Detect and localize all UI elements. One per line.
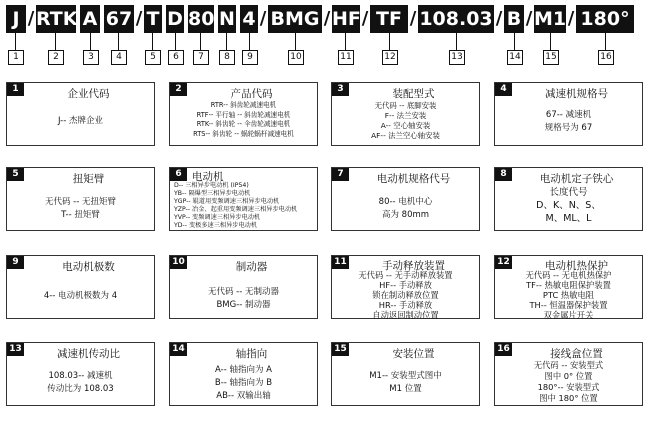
legend-lines: 无代码 -- 安装型式 图中 0° 位置 180°-- 安装型式 图中 180° 位置 [533,360,604,403]
code-separator: / [567,8,575,29]
legend-number: 1 [7,83,24,96]
legend-box-16 [494,342,643,406]
legend-box-2 [169,82,318,146]
code-segment: RTK [36,5,76,33]
code-segment: TF [370,5,408,33]
code-index: 10 [288,50,304,65]
legend-number: 8 [495,168,512,181]
code-index: 2 [48,50,64,65]
legend-number: 6 [170,168,187,181]
legend-box-12 [494,255,643,319]
code-separator: / [135,8,143,29]
code-separator: / [259,8,267,29]
legend-title: 电动机热保护 [545,260,608,272]
code-index: 14 [507,50,523,65]
legend-number: 3 [332,83,349,96]
code-segment: 67 [104,5,134,33]
legend-number: 14 [170,343,187,356]
legend-lines: 无代码 -- 无手动释放装置 HF-- 手动释放 锁在制动释放位置 HR-- 手动释放 自动返回制动位置 [358,270,453,320]
legend-box-8 [494,167,643,231]
code-segment: J [6,5,26,33]
code-separator: / [323,8,331,29]
code-segment: A [80,5,100,33]
legend-title: 电动机极数 [62,261,115,273]
legend-number: 2 [170,83,187,96]
code-segment: M1 [534,5,566,33]
code-index: 1 [8,50,24,65]
legend-lines: 无代码 -- 底脚安装 F-- 法兰安装 A-- 空心轴安装 AF-- 法兰空心轴安装 [371,101,440,140]
code-segment: T [144,5,162,33]
legend-box-4 [494,82,643,146]
code-index: 5 [145,50,161,65]
model-code-row [0,0,650,80]
code-index: 6 [168,50,184,65]
legend-title: 减速机传动比 [57,348,120,360]
code-segment: BMG [268,5,322,33]
legend-number: 4 [495,83,512,96]
legend-lines: 无代码 -- 无扭矩臂 T-- 扭矩臂 [44,197,117,220]
legend-lines: J-- 杰牌企业 [57,116,104,126]
code-index: 16 [598,50,614,65]
code-segment: N [218,5,236,33]
legend-title: 扭矩臂 [72,173,105,185]
code-index: 9 [242,50,258,65]
code-segment: 4 [240,5,258,33]
code-separator: / [361,8,369,29]
legend-box-10 [169,255,318,319]
code-index: 13 [449,50,465,65]
code-separator: / [27,8,35,29]
legend-lines: A-- 轴指向为 A B-- 轴指向为 B AB-- 双输出轴 [214,365,273,401]
legend-title: 接线盒位置 [550,348,603,360]
legend-box-1 [6,82,155,146]
legend-number: 15 [332,343,349,356]
legend-lines: RTR-- 斜齿轮减速电机 RTF-- 平行轴 -- 斜齿轮减速电机 RTK-- 斜齿轮 -- 伞齿轮减速电机 RTS-- 斜齿轮 -- 蜗轮蜗杆减速电机 [193,101,294,138]
legend-title: 电动机规格代号 [376,173,451,185]
code-index: 12 [382,50,398,65]
code-index: 3 [83,50,99,65]
code-index: 15 [543,50,559,65]
code-segment: B [504,5,524,33]
legend-title: 装配型式 [392,88,435,100]
code-separator: / [525,8,533,29]
legend-title: 手动释放装置 [382,260,445,272]
legend-box-15 [331,342,480,406]
legend-box-7 [331,167,480,231]
legend-box-6 [169,167,318,231]
legend-number: 10 [170,256,187,269]
legend-box-14 [169,342,318,406]
legend-title: 产品代码 [230,88,273,100]
legend-title: 安装位置 [392,348,435,360]
code-index: 11 [338,50,354,65]
legend-number: 5 [7,168,24,181]
legend-number: 13 [7,343,24,356]
code-segment: HF [332,5,360,33]
code-segment: 180° [576,5,634,33]
legend-title: 电动机 [192,171,224,183]
legend-title: 制动器 [235,261,268,273]
legend-lines: D-- 三相异步电动机 (IP54) YB-- 隔爆型三相异步电动机 YGP-- 辊道用变频调速三相异步电动机 YZP-- 冶金、起重用变频调速三相异步电动机 YVP-- 变频调速三相异步电动机 YD-- 变极多速三相异步电动机 [174,182,298,230]
legend-box-3 [331,82,480,146]
legend-number: 12 [495,256,512,269]
legend-box-11 [331,255,480,319]
code-index: 7 [193,50,209,65]
legend-number: 9 [7,256,24,269]
legend-title: 减速机规格号 [545,88,608,100]
legend-title: 企业代码 [67,88,110,100]
legend-title: 电动机定子铁心 [539,173,614,185]
legend-lines: 长度代号 D、K、N、S、 M、ML、L [536,187,601,224]
legend-box-5 [6,167,155,231]
code-index: 4 [111,50,127,65]
legend-lines: 108.03-- 减速机 传动比为 108.03 [47,371,114,394]
code-segment: 108.03 [418,5,494,33]
legend-lines: 67-- 减速机 规格号为 67 [544,110,593,133]
code-separator: / [495,8,503,29]
legend-lines: 无代码 -- 无电机热保护 TF-- 热敏电阻保护装置 PTC 热敏电阻 TH-- 恒温器保护装置 双金属片开关 [525,270,612,320]
legend-number: 7 [332,168,349,181]
legend-box-13 [6,342,155,406]
code-segment: D [166,5,184,33]
legend-lines: 4-- 电动机极数为 4 [43,291,118,301]
legend-lines: M1-- 安装型式图中 M1 位置 [369,371,442,394]
code-segment: 80 [188,5,214,33]
legend-number: 11 [332,256,349,269]
legend-lines: 无代码 -- 无制动器 BMG-- 制动器 [207,287,280,310]
legend-number: 16 [495,343,512,356]
legend-title: 轴指向 [235,348,268,360]
legend-lines: 80-- 电机中心 高为 80mm [378,197,433,220]
code-separator: / [409,8,417,29]
legend-box-9 [6,255,155,319]
code-index: 8 [219,50,235,65]
